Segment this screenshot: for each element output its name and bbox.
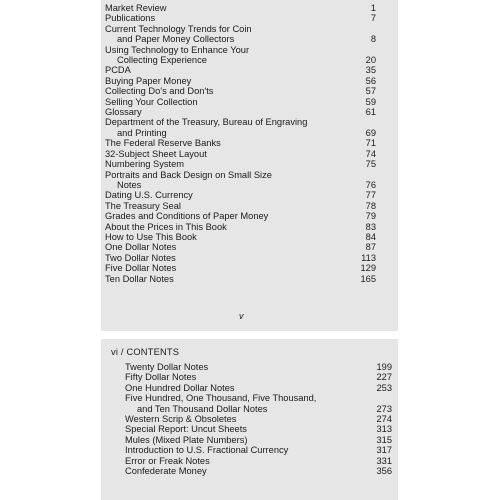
toc-list-bottom xyxy=(101,362,398,476)
toc-entry xyxy=(101,201,398,211)
toc-entry xyxy=(101,86,398,96)
toc-entry-page-number: 199 xyxy=(376,362,392,372)
toc-entry-title-continuation: and Ten Thousand Dollar Notes xyxy=(137,403,268,414)
toc-entry-title: Ten Dollar Notes xyxy=(105,273,174,284)
toc-entry-page-number: 59 xyxy=(365,96,376,107)
toc-entry xyxy=(101,97,398,107)
toc-entry-title: One Hundred Dollar Notes xyxy=(125,382,235,393)
toc-entry-title: The Federal Reserve Banks xyxy=(105,138,221,149)
toc-entry-page-number: 313 xyxy=(376,424,392,435)
toc-entry xyxy=(101,13,398,23)
toc-entry-page-number: 253 xyxy=(376,382,392,393)
toc-entry-title: Selling Your Collection xyxy=(105,96,198,107)
toc-entry-page-number: 61 xyxy=(365,107,376,118)
toc-entry-page-number: 8 xyxy=(370,34,376,45)
toc-entry-page-number: 84 xyxy=(365,231,376,242)
page-folio: v xyxy=(239,311,244,321)
toc-entry-title-continuation: and Paper Money Collectors xyxy=(117,34,235,45)
toc-entry xyxy=(101,456,398,466)
toc-entry-page-number: 274 xyxy=(376,414,392,425)
toc-entry xyxy=(101,117,398,138)
toc-list-top xyxy=(101,3,398,284)
toc-entry-title: Western Scrip & Obsoletes xyxy=(125,414,237,425)
toc-entry xyxy=(101,222,398,232)
toc-entry-title: Mules (Mixed Plate Numbers) xyxy=(125,434,248,445)
toc-entry-page-number: 317 xyxy=(376,445,392,456)
toc-entry-title: Five Hundred, One Thousand, Five Thousand, xyxy=(125,393,317,404)
toc-entry-page-number: 87 xyxy=(365,242,376,253)
toc-entry-title: Dating U.S. Currency xyxy=(105,190,193,201)
toc-entry xyxy=(101,435,398,445)
toc-entry-page-number: 273 xyxy=(376,403,392,414)
toc-entry xyxy=(101,24,398,45)
toc-entry-page-number: 69 xyxy=(365,127,376,138)
toc-entry-page-number: 71 xyxy=(365,138,376,149)
toc-entry-title-continuation: Notes xyxy=(117,179,142,190)
toc-entry-title: Error or Freak Notes xyxy=(125,455,210,466)
toc-entry-page-number: 113 xyxy=(361,252,376,263)
toc-entry-title-continuation: and Printing xyxy=(117,127,167,138)
toc-entry-title: Fifty Dollar Notes xyxy=(125,372,197,383)
toc-entry-page-number: 79 xyxy=(365,211,376,222)
toc-entry-title: Twenty Dollar Notes xyxy=(125,362,209,372)
toc-entry-page-number: 165 xyxy=(360,273,376,284)
toc-entry-page-number: 7 xyxy=(370,13,376,24)
toc-entry-page-number: 57 xyxy=(365,86,376,97)
toc-entry-title: Current Technology Trends for Coin xyxy=(105,23,252,34)
toc-entry-title: Glossary xyxy=(105,107,142,118)
toc-entry-page-number: 129 xyxy=(360,263,376,274)
toc-entry xyxy=(101,274,398,284)
toc-entry xyxy=(101,159,398,169)
toc-entry xyxy=(101,362,398,372)
toc-entry-page-number: 78 xyxy=(365,200,376,211)
toc-entry-title: Using Technology to Enhance Your xyxy=(105,44,250,55)
toc-entry xyxy=(101,263,398,273)
toc-entry xyxy=(101,65,398,75)
toc-entry-page-number: 1 xyxy=(370,3,376,13)
toc-entry-title: 32-Subject Sheet Layout xyxy=(105,148,207,159)
toc-entry xyxy=(101,138,398,148)
toc-entry xyxy=(101,445,398,455)
toc-entry-page-number: 76 xyxy=(365,179,376,190)
toc-entry-title: Portraits and Back Design on Small Size xyxy=(105,169,272,180)
toc-entry xyxy=(101,372,398,382)
toc-entry-page-number: 356 xyxy=(376,466,392,477)
toc-entry xyxy=(101,383,398,393)
contents-page-bottom xyxy=(101,339,398,500)
toc-entry-title: Confederate Money xyxy=(125,466,207,477)
toc-entry xyxy=(101,466,398,476)
toc-entry-page-number: 227 xyxy=(376,372,392,383)
toc-entry xyxy=(101,242,398,252)
toc-entry-title: Publications xyxy=(105,13,156,24)
toc-entry-title: Collecting Do's and Don'ts xyxy=(105,86,214,97)
toc-entry xyxy=(101,414,398,424)
toc-entry-title-continuation: Collecting Experience xyxy=(117,55,207,66)
toc-entry xyxy=(101,107,398,117)
toc-entry-title: Two Dollar Notes xyxy=(105,252,176,263)
toc-entry xyxy=(101,170,398,191)
running-head: vi / CONTENTS xyxy=(111,347,180,357)
toc-entry xyxy=(101,232,398,242)
toc-entry xyxy=(101,211,398,221)
toc-entry xyxy=(101,253,398,263)
toc-entry xyxy=(101,190,398,200)
toc-entry-page-number: 20 xyxy=(365,55,376,66)
toc-entry-title: PCDA xyxy=(105,65,131,76)
toc-entry-page-number: 77 xyxy=(365,190,376,201)
toc-entry-title: Numbering System xyxy=(105,159,185,170)
toc-entry-title: Special Report: Uncut Sheets xyxy=(125,424,247,435)
toc-entry xyxy=(101,149,398,159)
toc-entry-title: Introduction to U.S. Fractional Currency xyxy=(125,445,289,456)
toc-entry-title: Five Dollar Notes xyxy=(105,263,177,274)
toc-entry-page-number: 315 xyxy=(376,434,392,445)
toc-entry xyxy=(101,3,398,13)
toc-entry-title: How to Use This Book xyxy=(105,231,197,242)
toc-entry xyxy=(101,393,398,414)
toc-entry xyxy=(101,424,398,434)
toc-entry-title: Market Review xyxy=(105,3,167,13)
toc-entry-page-number: 74 xyxy=(365,148,376,159)
toc-entry-title: Grades and Conditions of Paper Money xyxy=(105,211,269,222)
contents-page-top xyxy=(101,0,398,331)
toc-entry-page-number: 56 xyxy=(365,75,376,86)
toc-entry-page-number: 35 xyxy=(365,65,376,76)
toc-entry-title: One Dollar Notes xyxy=(105,242,177,253)
toc-entry-title: The Treasury Seal xyxy=(105,200,181,211)
toc-entry-page-number: 75 xyxy=(365,159,376,170)
toc-entry-page-number: 83 xyxy=(365,221,376,232)
toc-entry-title: About the Prices in This Book xyxy=(105,221,227,232)
toc-entry xyxy=(101,76,398,86)
toc-entry-page-number: 331 xyxy=(376,455,392,466)
toc-entry-title: Buying Paper Money xyxy=(105,75,192,86)
toc-entry xyxy=(101,45,398,66)
toc-entry-title: Department of the Treasury, Bureau of Engraving xyxy=(105,117,308,128)
